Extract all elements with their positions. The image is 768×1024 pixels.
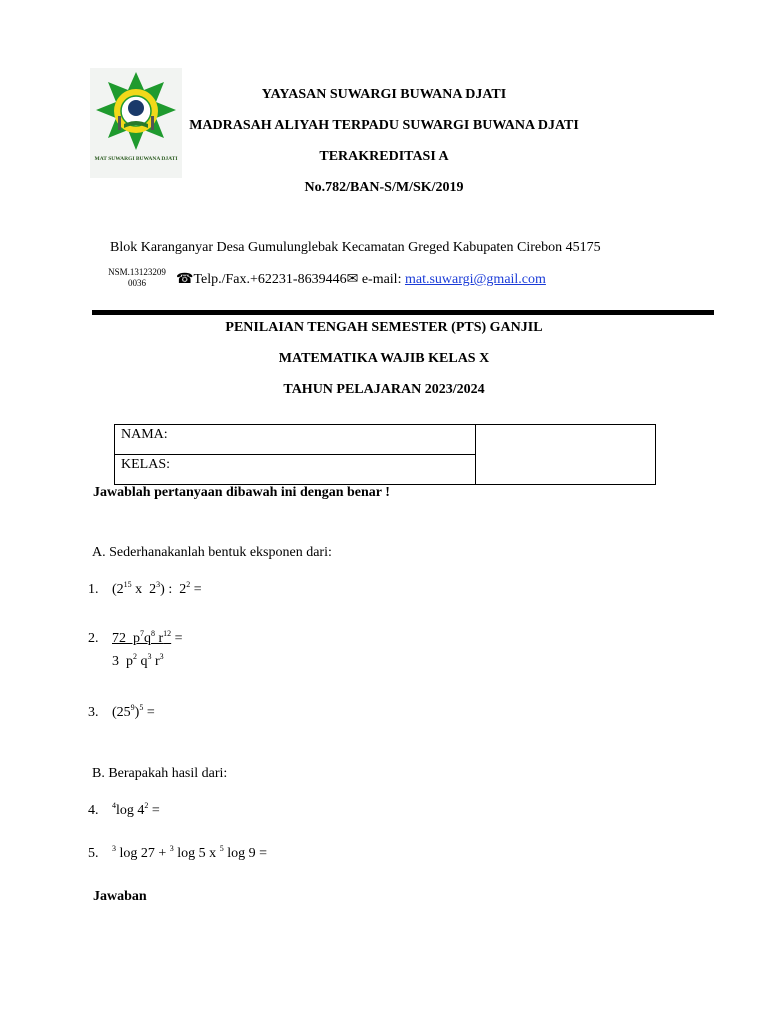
- answer-heading: Jawaban: [93, 889, 147, 904]
- fraction-denominator: 3 $p^2$ $q^3$ $r^3$: [112, 652, 164, 669]
- question-1: 1. ($2^{15}$ x $2^3$) : $2^2$ =: [88, 580, 202, 597]
- section-a-heading: A. Sederhanakanlah bentuk eksponen dari:: [92, 545, 332, 560]
- section-b-heading: B. Berapakah hasil dari:: [92, 766, 228, 781]
- phone-icon: ☎: [176, 272, 194, 287]
- fraction-numerator: 72 $p^7q^8$ $r^{12}$: [112, 629, 172, 646]
- accreditation: TERAKREDITASI A: [319, 149, 449, 164]
- phone-number: Telp./Fax.+62231-8639446: [193, 272, 347, 287]
- student-info-table: [114, 424, 656, 485]
- exam-subject: MATEMATIKA WAJIB KELAS X: [278, 351, 490, 366]
- class-field[interactable]: [115, 455, 476, 484]
- question-4: 4. $^4$log $4^2$ =: [88, 801, 160, 818]
- school-address: Blok Karanganyar Desa Gumulunglebak Kecamatan Greged Kabupaten Cirebon 45175: [110, 240, 601, 255]
- email-link[interactable]: mat.suwargi@gmail.com: [404, 272, 546, 287]
- question-3: 3. $(25^9)^5$ =: [88, 703, 155, 720]
- class-label: KELAS:: [121, 457, 170, 472]
- foundation-name: YAYASAN SUWARGI BUWANA DJATI: [261, 87, 507, 102]
- logo-caption: MAT SUWARGI BUWANA DJATI: [94, 156, 178, 162]
- mail-icon: ✉: [346, 272, 359, 287]
- nsm-number: NSM.13123209 0036: [108, 267, 166, 288]
- header-divider: [92, 310, 714, 315]
- exam-title: PENILAIAN TENGAH SEMESTER (PTS) GANJIL: [225, 320, 543, 335]
- question-2: 2. 72 $p^7q^8$ $r^{12}$ =: [88, 629, 183, 646]
- accreditation-number: No.782/BAN-S/M/SK/2019: [304, 180, 464, 195]
- contact-line: [176, 271, 546, 288]
- name-field[interactable]: [115, 425, 476, 455]
- school-emblem-icon: [90, 68, 182, 158]
- school-name: MADRASAH ALIYAH TERPADU SUWARGI BUWANA DJATI: [189, 118, 579, 133]
- question-5: 5. $^3$ log 27 + $^3$ log 5 x $^5$ log 9 =: [88, 844, 267, 861]
- exam-year: TAHUN PELAJARAN 2023/2024: [283, 382, 485, 397]
- instruction: Jawablah pertanyaan dibawah ini dengan benar !: [93, 485, 390, 500]
- name-label: NAMA:: [121, 427, 168, 442]
- email-label: e-mail:: [361, 272, 402, 287]
